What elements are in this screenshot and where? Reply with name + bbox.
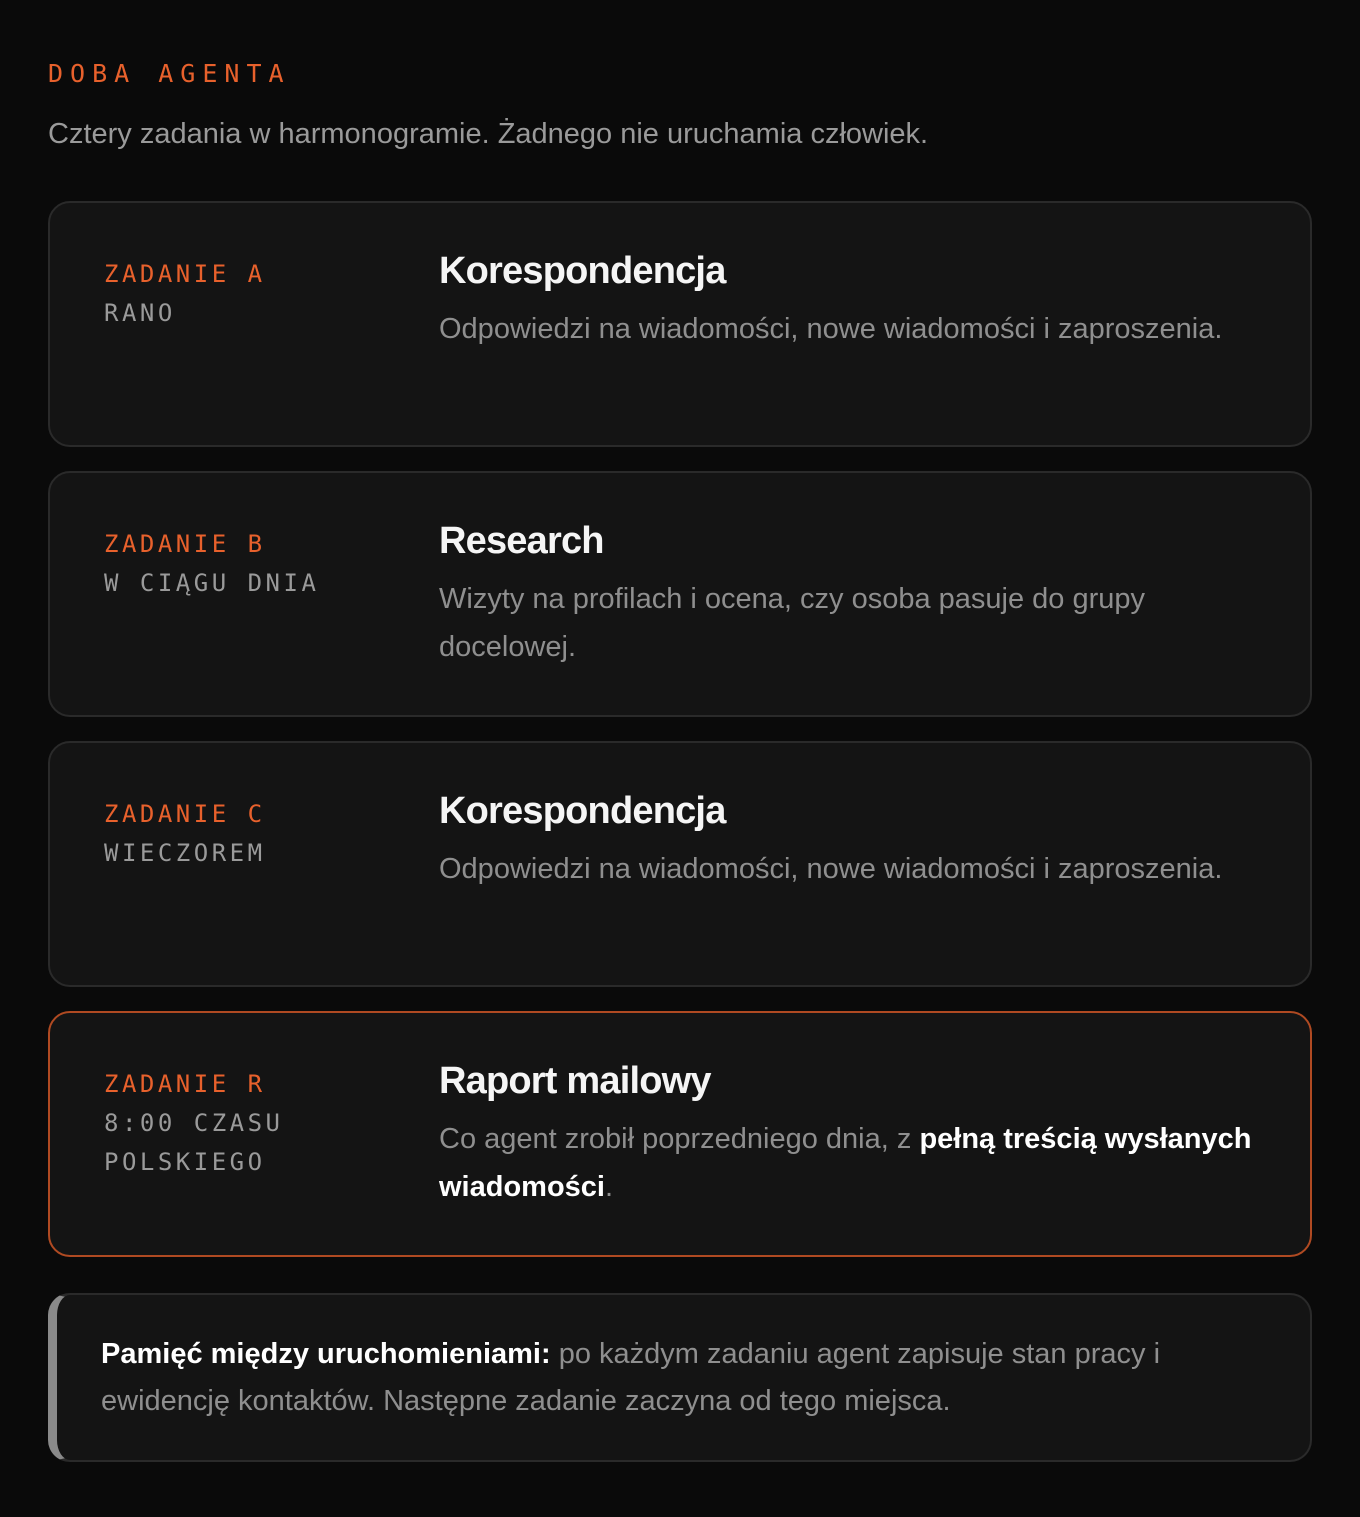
task-card-c — [48, 741, 1312, 987]
task-list — [48, 201, 1312, 1281]
task-description: Odpowiedzi na wiadomości, nowe wiadomości i zaproszenia. — [439, 313, 1223, 345]
task-code: ZADANIE B — [104, 530, 266, 558]
task-content — [439, 517, 1279, 671]
task-code: ZADANIE R — [104, 1070, 266, 1098]
task-title: Raport mailowy — [439, 1060, 711, 1102]
task-description-tail: . — [605, 1171, 614, 1203]
section-eyebrow: DOBA AGENTA — [48, 59, 291, 88]
task-card-r — [48, 1011, 1312, 1257]
task-card-b — [48, 471, 1312, 717]
task-description-lead: Co agent zrobił poprzedniego dnia, z — [439, 1123, 920, 1155]
task-time: W CIĄGU DNIA — [104, 569, 320, 597]
task-content — [439, 787, 1279, 893]
task-time: RANO — [104, 299, 176, 327]
memory-note-text — [101, 1331, 1241, 1425]
task-content — [439, 247, 1279, 353]
task-time: 8:00 CZASU — [104, 1109, 284, 1137]
task-code: ZADANIE A — [104, 260, 266, 288]
memory-note — [48, 1293, 1312, 1462]
task-meta — [104, 255, 404, 333]
task-title: Korespondencja — [439, 250, 726, 292]
task-card-a — [48, 201, 1312, 447]
task-title: Korespondencja — [439, 790, 726, 832]
task-title: Research — [439, 520, 604, 562]
task-content — [439, 1057, 1279, 1211]
task-description: Odpowiedzi na wiadomości, nowe wiadomości i zaproszenia. — [439, 853, 1223, 885]
task-description: Wizyty na profilach i ocena, czy osoba pasuje do grupy docelowej. — [439, 583, 1146, 663]
task-description — [439, 1115, 1279, 1211]
task-time-line-2: POLSKIEGO — [104, 1148, 266, 1176]
section-intro: Cztery zadania w harmonogramie. Żadnego nie uruchamia człowiek. — [48, 118, 929, 150]
task-meta — [104, 795, 404, 873]
task-code: ZADANIE C — [104, 800, 266, 828]
memory-note-body: po każdym zadaniu agent zapisuje stan pracy i ewidencję kontaktów. Następne zadanie zaczyna od tego miejsca. — [101, 1338, 1161, 1417]
task-meta — [104, 525, 404, 603]
task-time: WIECZOREM — [104, 839, 266, 867]
memory-note-label: Pamięć między uruchomieniami: — [101, 1338, 551, 1370]
task-description-emphasis: pełną treścią wysłanych wiadomości — [439, 1123, 1252, 1203]
task-meta — [104, 1065, 404, 1182]
